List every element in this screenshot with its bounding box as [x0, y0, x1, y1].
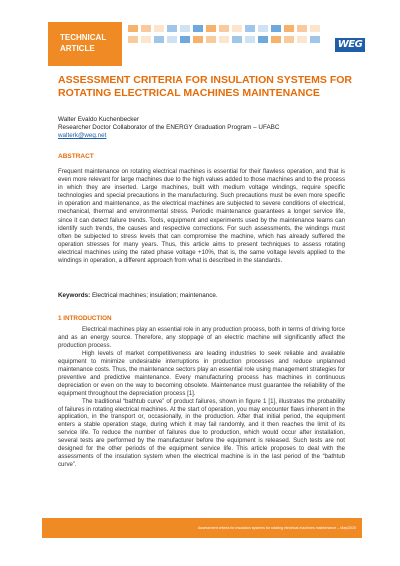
introduction-heading: 1 INTRODUCTION — [58, 315, 112, 322]
decorative-square — [284, 25, 294, 32]
decorative-square — [180, 36, 190, 43]
abstract-heading: ABSTRACT — [58, 153, 94, 160]
decorative-square — [206, 25, 216, 32]
decorative-square — [128, 36, 138, 43]
decorative-square — [180, 25, 190, 32]
decorative-square — [297, 25, 307, 32]
introduction-body — [58, 326, 345, 469]
decorative-square — [271, 25, 281, 32]
decorative-square — [206, 36, 216, 43]
decorative-square — [128, 25, 138, 32]
decorative-square — [284, 36, 294, 43]
author-block — [58, 116, 358, 141]
decorative-square — [167, 25, 177, 32]
decorative-square — [193, 36, 203, 43]
keywords-text: Electrical machines; insulation; maintenance. — [91, 292, 218, 299]
decorative-square — [167, 36, 177, 43]
page-footer: Assessment criteria for insulation systems for rotating electrical machines maintenance – May/2020 — [42, 518, 362, 538]
intro-paragraph-2: High levels of market competitiveness are leading industries to seek reliable and available equipment to minimize undesirable interruptions in production processes and reduce unplanned maintenance costs. Thus, the maintenance sectors play an essential role using management strategies for preventive and predictive maintenance. Every manufacturing process has machines in continuous depreciation or even on the way to becoming obsolete. Maintenance must guarantee the reliability of the equipment throughout the depreciation process [1]. — [58, 349, 345, 397]
decorative-square — [154, 36, 164, 43]
decorative-square — [232, 25, 242, 32]
decorative-square — [297, 36, 307, 43]
abstract-text: Frequent maintenance on rotating electrical machines is essential for their flawless operation, and that is even more relevant for large machines due to the high values added to those machines and to the process in which they are inserted. Large machines, built with medium voltage windings, require specific technologies and special precautions in the manufacturing. Such precautions must be even more specific in operation and maintenance, as the electrical machines are subjected to severe conditions of electrical, mechanical, thermal and environmental stress. Periodic maintenance guarantees a longer service life, since it can detect failure trends. Tools, equipment and experiments used by the maintenance teams can identify such trends, the causes and respective corrections. For such assessments, the windings must often be subjected to stress levels that can compromise the machine, which has already suffered the operation stresses for many years. Thus, this article aims to present techniques to assess rotating electrical machines using the rated phase voltage +10%, that is, the same voltage levels applied to the windings in operation, a different approach from what is described in the standards. — [58, 168, 345, 265]
article-title: ASSESSMENT CRITERIA FOR INSULATION SYSTEMS FOR ROTATING ELECTRICAL MACHINES MAINTENANCE — [58, 74, 353, 99]
decorative-squares — [128, 25, 328, 55]
decorative-square — [219, 36, 229, 43]
decorative-square — [271, 36, 281, 43]
decorative-square — [141, 36, 151, 43]
decorative-square — [245, 36, 255, 43]
badge-line-1: TECHNICAL — [60, 33, 107, 42]
decorative-square — [154, 25, 164, 32]
keywords-line — [58, 292, 345, 300]
decorative-square — [141, 25, 151, 32]
decorative-square — [310, 25, 320, 32]
decorative-square — [258, 25, 268, 32]
intro-paragraph-1: Electrical machines play an essential role in any production process, both in terms of driving force and as an energy source. Therefore, any stoppage of an electric machine will significantly affect the production process. — [58, 326, 345, 349]
author-role: Researcher Doctor Collaborator of the ENERGY Graduation Program – UFABC — [58, 124, 280, 132]
decorative-square — [310, 36, 320, 43]
author-email-link[interactable]: walterk@weg.net — [58, 132, 107, 140]
decorative-square — [245, 25, 255, 32]
decorative-square — [219, 25, 229, 32]
badge-line-2: ARTICLE — [60, 44, 95, 53]
keywords-label: Keywords: — [58, 292, 91, 299]
weg-logo: WEG — [335, 38, 365, 52]
technical-article-badge — [48, 22, 122, 66]
decorative-square — [193, 25, 203, 32]
intro-paragraph-3: The traditional “bathtub curve” of product failures, shown in figure 1 [1], illustrates the probability of failures in rotating electrical machines. At the start of operation, you may encounter flaws inherent in the application, in the transport or, occasionally, in the production. After that initial period, the equipment enters a stable operation stage, during which it may fail randomly, and it then reaches the limit of its service life. To reduce the number of failures due to production, which would occur after installation, several tests are performed by the manufacturer before the equipment is released. Such tests are not designed for the other periods of the equipment service life. This article proposes to deal with the assessments of the insulation system when the electrical machine is in the last period of the “bathtub curve”. — [58, 397, 345, 469]
decorative-square — [232, 36, 242, 43]
decorative-square — [258, 36, 268, 43]
author-name: Walter Evaldo Kuchenbecker — [58, 116, 139, 123]
